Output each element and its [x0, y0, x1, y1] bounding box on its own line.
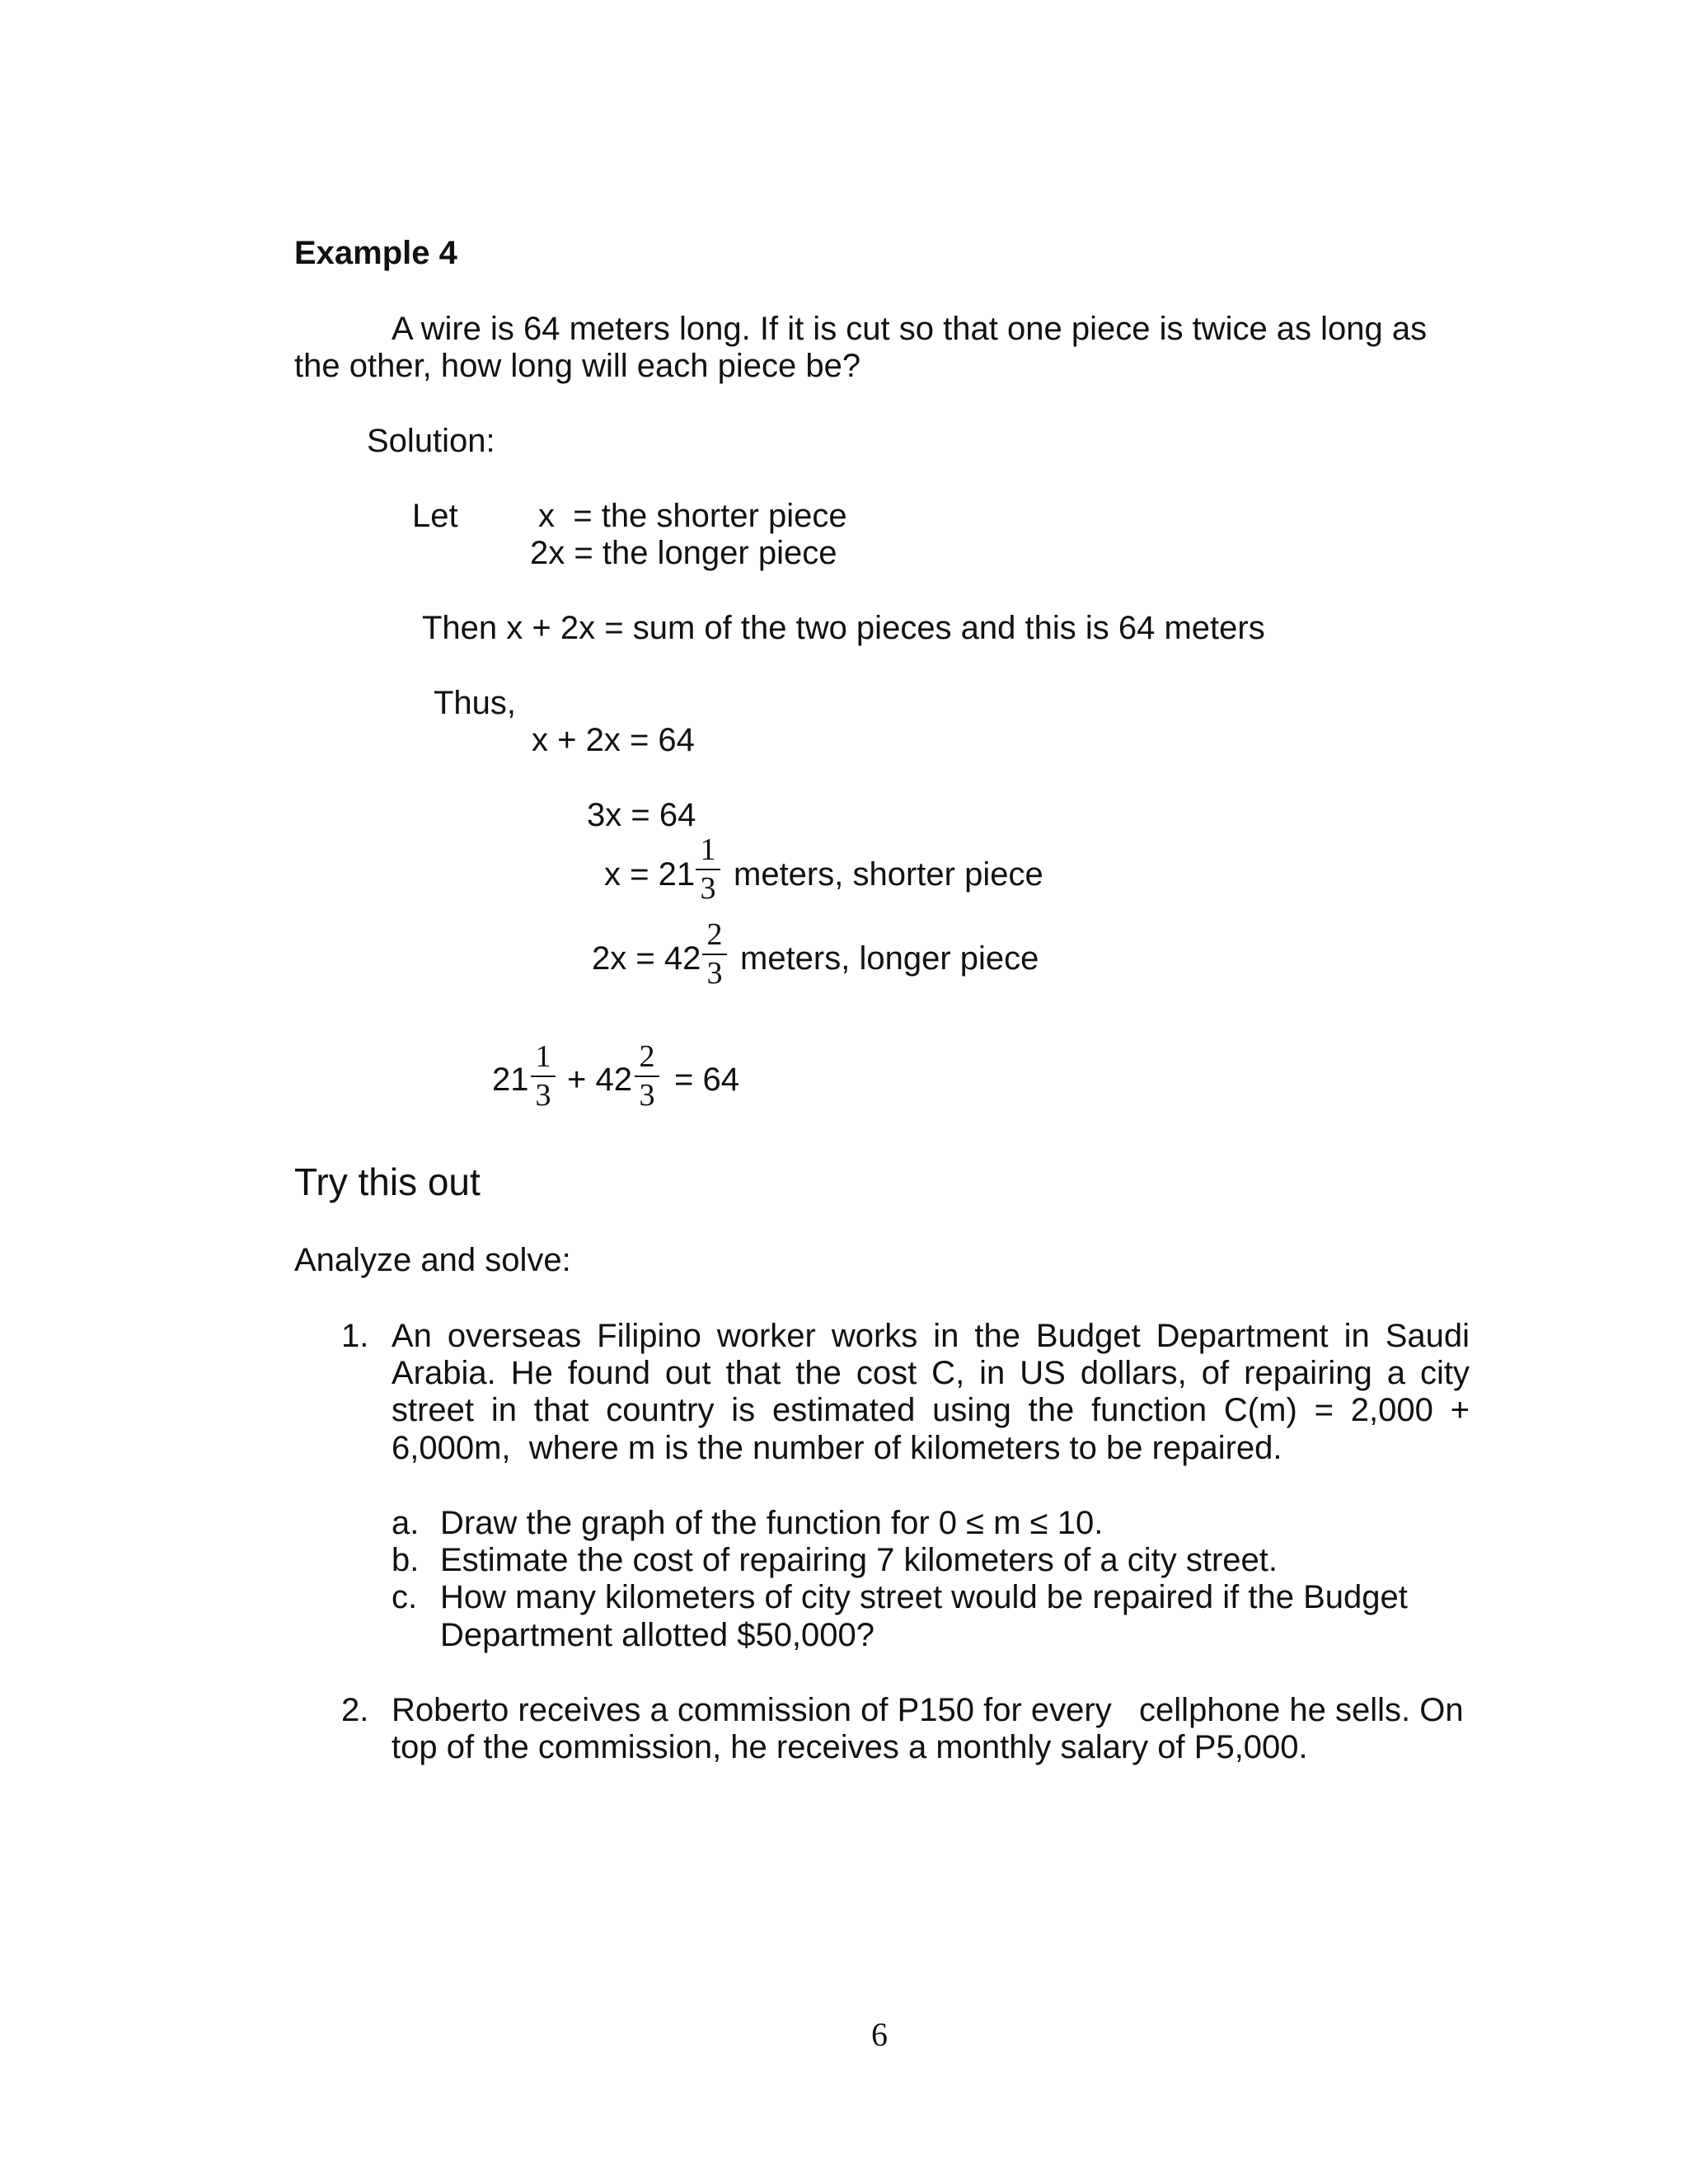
equation-1: x + 2x = 64: [532, 722, 695, 758]
fraction-denominator: 3: [535, 1078, 551, 1113]
page-number: 6: [871, 2016, 888, 2053]
fraction-bar: [696, 869, 720, 870]
sub-c-text-line2: Department allotted $50,000?: [440, 1617, 875, 1653]
fraction-numerator: 2: [706, 917, 723, 952]
equation-4-right: meters, longer piece: [740, 940, 1039, 977]
sub-a-text: Draw the graph of the function for 0 ≤ m ≤ 10.: [440, 1505, 1104, 1541]
fraction-one-third: [696, 834, 720, 904]
fraction-numerator: 1: [700, 832, 716, 867]
fraction-numerator: 2: [639, 1039, 655, 1074]
fraction-two-thirds: [702, 919, 727, 989]
fraction-denominator: 3: [639, 1078, 655, 1113]
equation-3-right: meters, shorter piece: [734, 856, 1043, 893]
problem-text-line2: the other, how long will each piece be?: [294, 348, 861, 384]
item-1-line3: street in that country is estimated using the function C(m) = 2,000 +: [392, 1392, 1470, 1428]
equation-4-left: 2x = 42: [592, 940, 701, 977]
sub-b-label: b.: [392, 1542, 420, 1578]
item-1-line2: Arabia. He found out that the cost C, in US dollars, of repairing a city: [392, 1355, 1470, 1391]
sub-b-text: Estimate the cost of repairing 7 kilometers of a city street.: [440, 1542, 1278, 1578]
item-1-number: 1.: [341, 1318, 369, 1354]
equation-2: 3x = 64: [587, 797, 696, 833]
check-whole-21: 21: [492, 1062, 529, 1098]
sub-a-label: a.: [392, 1505, 420, 1541]
fraction-bar: [702, 954, 727, 955]
problem-text-line1: A wire is 64 meters long. If it is cut so that one piece is twice as long as: [392, 311, 1428, 347]
fraction-bar: [635, 1076, 659, 1077]
check-plus-42: + 42: [567, 1062, 632, 1098]
check-fraction-one-third: [531, 1041, 556, 1111]
item-2-number: 2.: [341, 1692, 369, 1728]
analyze-instruction: Analyze and solve:: [294, 1242, 571, 1278]
fraction-denominator: 3: [700, 871, 716, 906]
let-word: Let: [412, 498, 458, 534]
item-2-line1: Roberto receives a commission of P150 for every cellphone he sells. On: [392, 1692, 1464, 1728]
example-heading: Example 4: [294, 235, 457, 271]
solution-label: Solution:: [367, 423, 495, 459]
thus-word: Thus,: [434, 685, 517, 721]
fraction-bar: [531, 1076, 556, 1077]
then-statement: Then x + 2x = sum of the two pieces and this is 64 meters: [422, 610, 1265, 646]
let-definition-shorter: x = the shorter piece: [538, 498, 847, 534]
item-2-line2: top of the commission, he receives a monthly salary of P5,000.: [392, 1729, 1308, 1765]
check-result: = 64: [674, 1062, 739, 1098]
check-fraction-two-thirds: [635, 1041, 659, 1111]
sub-c-label: c.: [392, 1579, 418, 1615]
sub-c-text-line1: How many kilometers of city street would be repaired if the Budget: [440, 1579, 1408, 1615]
item-1-line4: 6,000m, where m is the number of kilometers to be repaired.: [392, 1430, 1282, 1466]
let-definition-longer: 2x = the longer piece: [530, 535, 837, 571]
try-this-out-heading: Try this out: [294, 1160, 481, 1203]
item-1-line1: An overseas Filipino worker works in the Budget Department in Saudi: [392, 1318, 1470, 1354]
fraction-numerator: 1: [535, 1039, 551, 1074]
fraction-denominator: 3: [706, 956, 723, 991]
equation-3-left: x = 21: [604, 856, 696, 893]
